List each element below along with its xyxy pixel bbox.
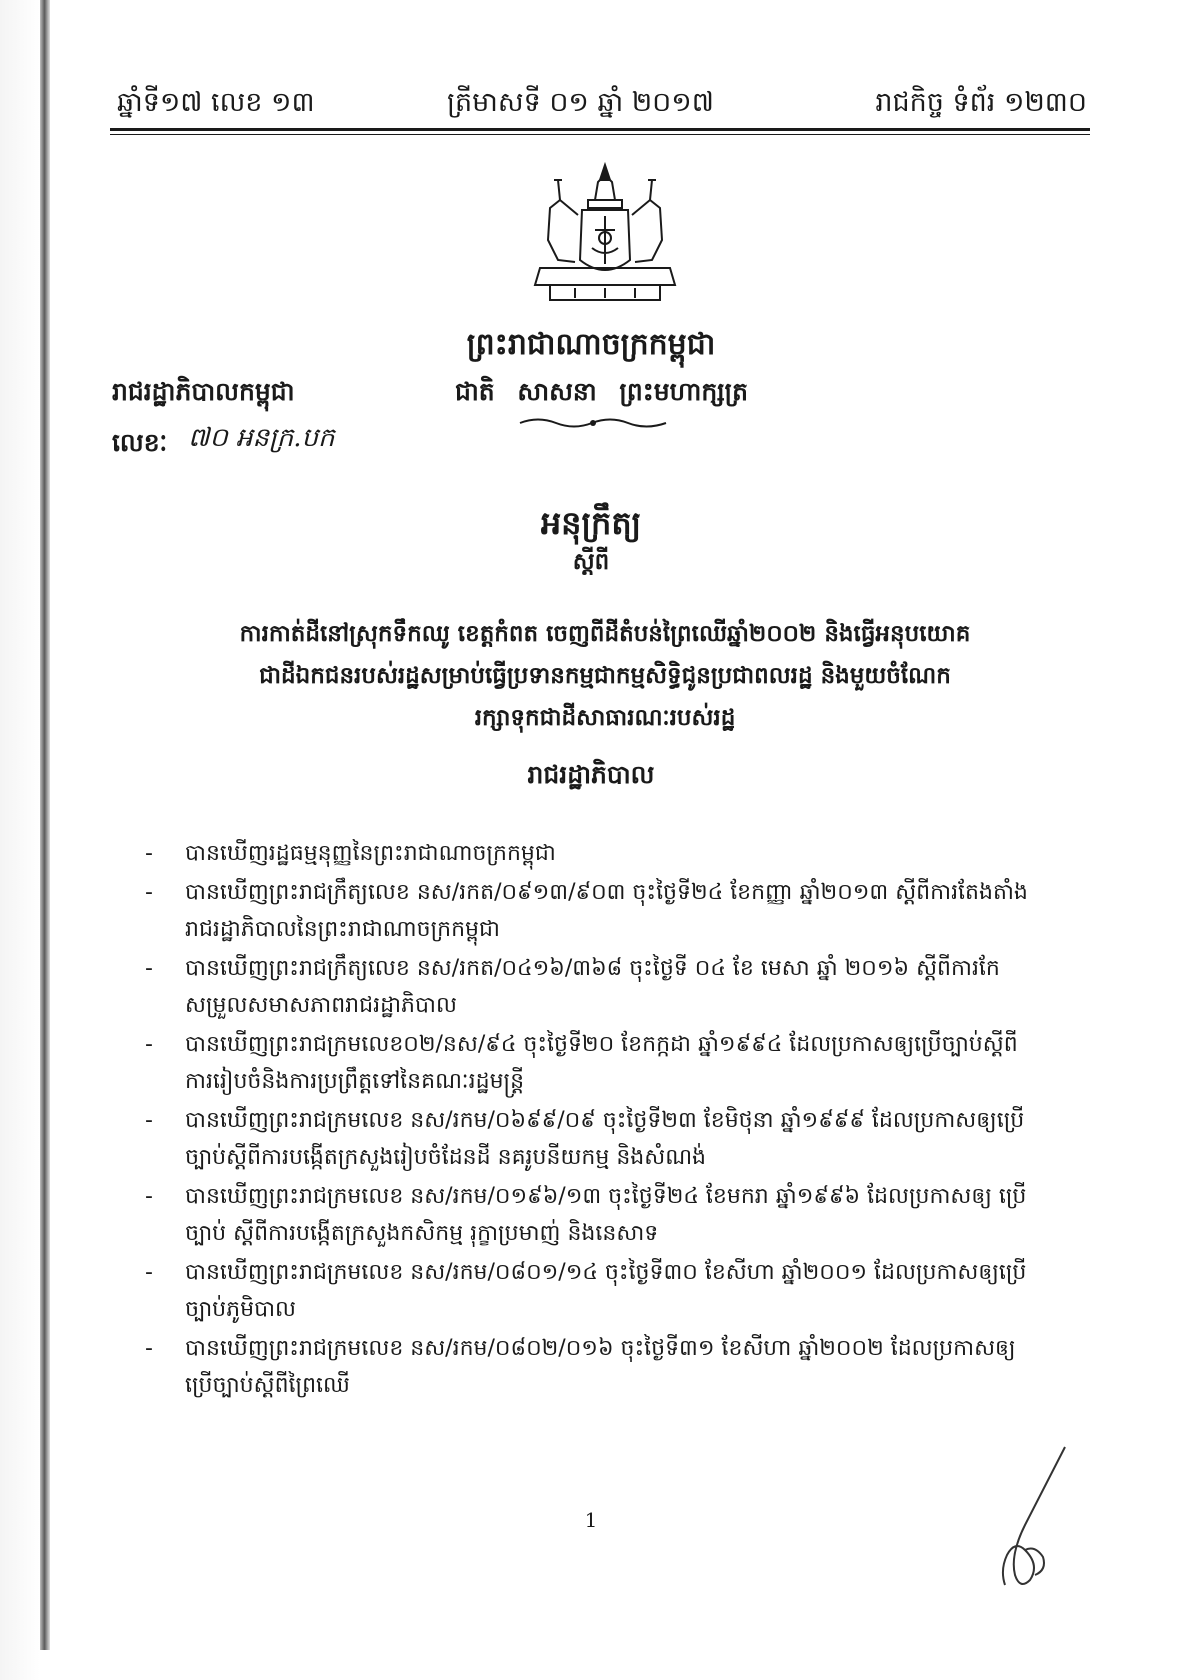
gazette-header bbox=[117, 86, 1087, 126]
government-name: រាជរដ្ឋាភិបាលកម្ពុជា bbox=[112, 377, 295, 406]
gazette-year-issue: ឆ្នាំទី១៧ លេខ ១៣ bbox=[117, 87, 315, 118]
document-subtitle: ស្តីពី bbox=[572, 549, 610, 575]
royal-emblem-icon bbox=[520, 160, 690, 310]
document-type: អនុក្រឹត្យ bbox=[540, 504, 642, 542]
legal-citations-list bbox=[145, 835, 1070, 1406]
document-number-label: លេខៈ bbox=[112, 428, 168, 457]
handwritten-number bbox=[188, 418, 408, 454]
header-rule-thin bbox=[110, 134, 1090, 135]
document-subject bbox=[150, 613, 1060, 739]
signature-initials bbox=[985, 1445, 1075, 1595]
svg-text:៧០ អនក្រ.បក: ៧០ អនក្រ.បក bbox=[188, 423, 335, 453]
binding-edge bbox=[40, 0, 50, 1650]
issuer-heading: រាជរដ្ឋាភិបាល bbox=[527, 760, 655, 789]
citation-item: - បានឃើញព្រះរាជក្រមលេខ នស/រកម/០៨០២/០១៦ ចុះថ្ងៃទី៣១ ខែសីហា ឆ្នាំ២០០២ ដែលប្រកាសឲ្យ ប្រើច្បាប់ស្តីពីព្រៃឈើ bbox=[145, 1336, 1016, 1398]
national-motto: ជាតិ សាសនា ព្រះមហាក្សត្រ bbox=[455, 377, 748, 406]
citation-item: - បានឃើញព្រះរាជក្រឹត្យលេខ នស/រកត/០៤១៦/៣៦៨ ចុះថ្ងៃទី ០៤ ខែ មេសា ឆ្នាំ ២០១៦ ស្តីពីការកែ សម្រួលសមាសភាពរាជរដ្ឋាភិបាល bbox=[145, 956, 1000, 1018]
page-number: 1 bbox=[584, 1508, 598, 1532]
citation-item: - បានឃើញព្រះរាជក្រឹត្យលេខ នស/រកត/០៩១៣/៩០៣ ចុះថ្ងៃទី២៤ ខែកញ្ញា ឆ្នាំ២០១៣ ស្តីពីការតែងតាំង រាជរដ្ឋាភិបាលនៃព្រះរាជាណាចក្រកម្ពុជា bbox=[145, 880, 1028, 942]
binding-shadow bbox=[0, 0, 40, 1680]
citation-item: - បានឃើញរដ្ឋធម្មនុញ្ញនៃព្រះរាជាណាចក្រកម្ពុជា bbox=[145, 841, 556, 866]
gazette-quarter: ត្រីមាសទី ០១ ឆ្នាំ ២០១៧ bbox=[447, 87, 714, 118]
citation-item: - បានឃើញព្រះរាជក្រមលេខ នស/រកម/០១៩៦/១៣ ចុះថ្ងៃទី២៤ ខែមករា ឆ្នាំ១៩៩៦ ដែលប្រកាសឲ្យ ប្រើ ច្បាប់ ស្តីពីការបង្កើតក្រសួងកសិកម្ម រុក្ខាប្រមាញ់ និងនេសាទ bbox=[145, 1184, 1027, 1246]
subject-line: ការកាត់ដីនៅស្រុកទឹកឈូ ខេត្តកំពត ចេញពីដីតំបន់ព្រៃឈើឆ្នាំ២០០២ និងធ្វើអនុបយោគ bbox=[239, 621, 971, 647]
subject-line: រក្សាទុកជាដីសាធារណៈរបស់រដ្ឋ bbox=[474, 705, 736, 731]
citation-item: - បានឃើញព្រះរាជក្រមលេខ នស/រកម/០៦៩៩/០៩ ចុះថ្ងៃទី២៣ ខែមិថុនា ឆ្នាំ១៩៩៩ ដែលប្រកាសឲ្យប្រើ ច្បាប់ស្តីពីការបង្កើតក្រសួងរៀបចំដែនដី នគរូបនីយកម្ម និងសំណង់ bbox=[145, 1108, 1025, 1170]
ornament-divider-icon bbox=[518, 416, 668, 430]
citation-item: - បានឃើញព្រះរាជក្រមលេខ០២/នស/៩៤ ចុះថ្ងៃទី២០ ខែកក្កដា ឆ្នាំ១៩៩៤ ដែលប្រកាសឲ្យប្រើច្បាប់ស្តីពី ការរៀបចំនិងការប្រព្រឹត្តទៅនៃគណៈរដ្ឋមន្ត្រី bbox=[145, 1032, 1018, 1094]
header-rule bbox=[110, 128, 1090, 131]
kingdom-heading: ព្រះរាជាណាចក្រកម្ពុជា bbox=[466, 327, 716, 362]
citation-item: - បានឃើញព្រះរាជក្រមលេខ នស/រកម/០៨០១/១៤ ចុះថ្ងៃទី៣០ ខែសីហា ឆ្នាំ២០០១ ដែលប្រកាសឲ្យប្រើ ច្បាប់ភូមិបាល bbox=[145, 1260, 1027, 1322]
subject-line: ជាដីឯកជនរបស់រដ្ឋសម្រាប់ធ្វើប្រទានកម្មជាកម្មសិទ្ធិជូនប្រជាពលរដ្ឋ និងមួយចំណែក bbox=[259, 663, 951, 689]
gazette-page: រាជកិច្ច ទំព័រ ១២៣០ bbox=[875, 87, 1087, 118]
